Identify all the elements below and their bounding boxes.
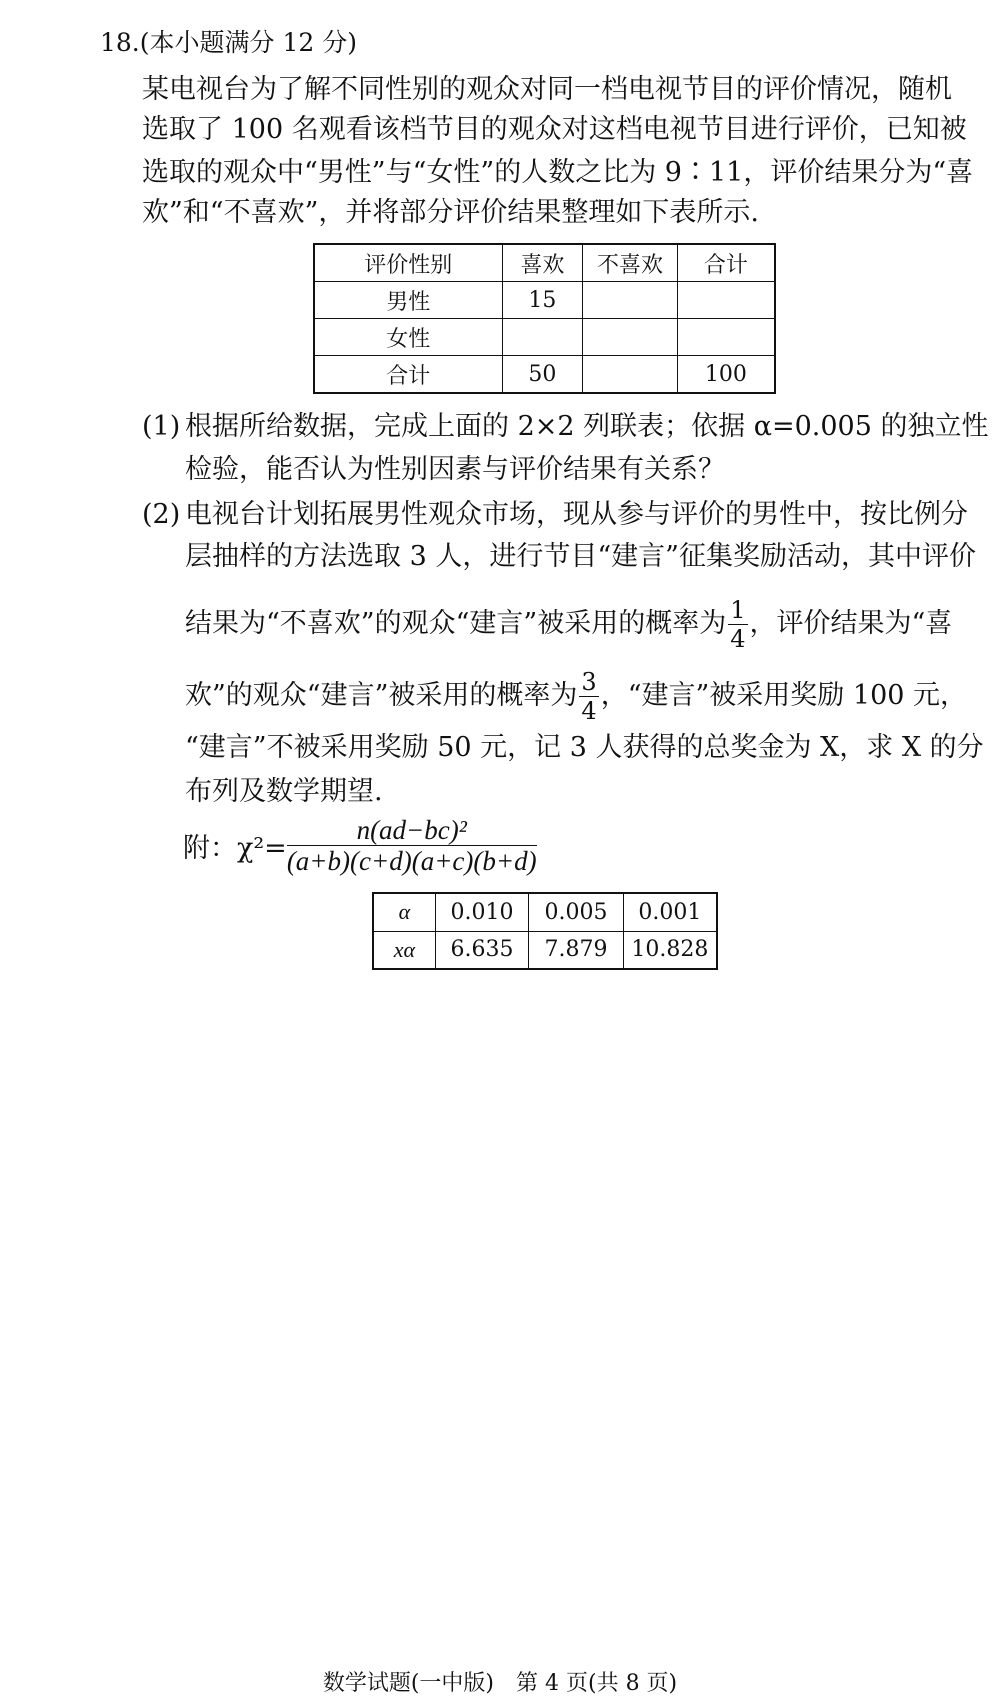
header-cell: 评价性别 [314, 244, 502, 282]
part2-line: “建言”不被采用奖励 50 元，记 3 人获得的总奖金为 X，求 X 的分 [185, 732, 984, 763]
table-cell: 7.879 [529, 931, 623, 969]
table-row [314, 319, 775, 356]
table-cell: 10.828 [623, 931, 717, 969]
table-cell [583, 319, 678, 356]
part1-line: 根据所给数据，完成上面的 2×2 列联表；依据 α=0.005 的独立性 [185, 411, 989, 442]
formula-prefix: 附：χ²= [183, 833, 287, 864]
denominator: 4 [730, 625, 746, 653]
intro-line: 选取的观众中“男性”与“女性”的人数之比为 9∶11，评价结果分为“喜 [142, 157, 974, 188]
numerator: 1 [730, 596, 746, 624]
part1-line: 检验，能否认为性别因素与评价结果有关系？ [185, 454, 725, 485]
table-row [373, 931, 717, 969]
table-cell: 0.005 [529, 893, 623, 931]
part2-label: (2) [142, 499, 181, 530]
table-cell: 女性 [314, 319, 502, 356]
header-cell: 不喜欢 [583, 244, 678, 282]
table-cell: 15 [502, 282, 583, 319]
table-row [314, 356, 775, 394]
text: ，评价结果为“喜 [749, 608, 953, 639]
text: 结果为“不喜欢”的观众“建言”被采用的概率为 [185, 608, 727, 639]
text: 欢”的观众“建言”被采用的概率为 [185, 680, 578, 711]
critical-value-table [372, 892, 718, 970]
table-cell [583, 356, 678, 394]
table-cell: 100 [677, 356, 775, 394]
header-cell: 喜欢 [502, 244, 583, 282]
contingency-table [313, 243, 776, 394]
fraction-three-quarters [579, 668, 598, 725]
part2-line [185, 668, 968, 725]
table-cell: 6.635 [435, 931, 528, 969]
intro-line: 欢”和“不喜欢”，并将部分评价结果整理如下表所示. [142, 197, 759, 228]
table-cell [677, 282, 775, 319]
table-row [314, 282, 775, 319]
table-row [373, 893, 717, 931]
part2-line: 层抽样的方法选取 3 人，进行节目“建言”征集奖励活动，其中评价 [185, 541, 976, 572]
formula-denominator: (a+b)(c+d)(a+c)(b+d) [286, 846, 537, 876]
table-cell: 0.001 [623, 893, 717, 931]
table-cell [583, 282, 678, 319]
part1-label: (1) [142, 411, 181, 442]
table-cell: 50 [502, 356, 583, 394]
numerator: 3 [581, 668, 597, 696]
text: ，“建言”被采用奖励 100 元， [600, 680, 968, 711]
table-cell: xα [373, 931, 435, 969]
table-header-row [314, 244, 775, 282]
score-note: (本小题满分 12 分) [139, 28, 357, 57]
intro-line: 选取了 100 名观看该档节目的观众对这档电视节目进行评价，已知被 [142, 114, 967, 145]
question-header [100, 26, 357, 60]
table-cell [502, 319, 583, 356]
table-cell: 男性 [314, 282, 502, 319]
header-cell: 合计 [677, 244, 775, 282]
table-cell: 0.010 [435, 893, 528, 931]
table-cell [677, 319, 775, 356]
part2-line: 布列及数学期望. [185, 776, 383, 807]
intro-line: 某电视台为了解不同性别的观众对同一档电视节目的评价情况，随机 [142, 74, 952, 105]
question-number: 18. [100, 28, 140, 57]
part2-line: 电视台计划拓展男性观众市场，现从参与评价的男性中，按比例分 [185, 499, 968, 530]
formula-fraction [287, 815, 537, 876]
page-footer: 数学试题(一中版) 第 4 页(共 8 页) [322, 1671, 678, 1696]
denominator: 4 [581, 697, 597, 725]
fraction-one-quarter [728, 596, 747, 653]
table-cell: α [373, 893, 435, 931]
formula-numerator: n(ad−bc)² [287, 815, 537, 846]
part2-line [185, 596, 953, 653]
chi-square-formula [183, 815, 537, 876]
table-cell: 合计 [314, 356, 502, 394]
